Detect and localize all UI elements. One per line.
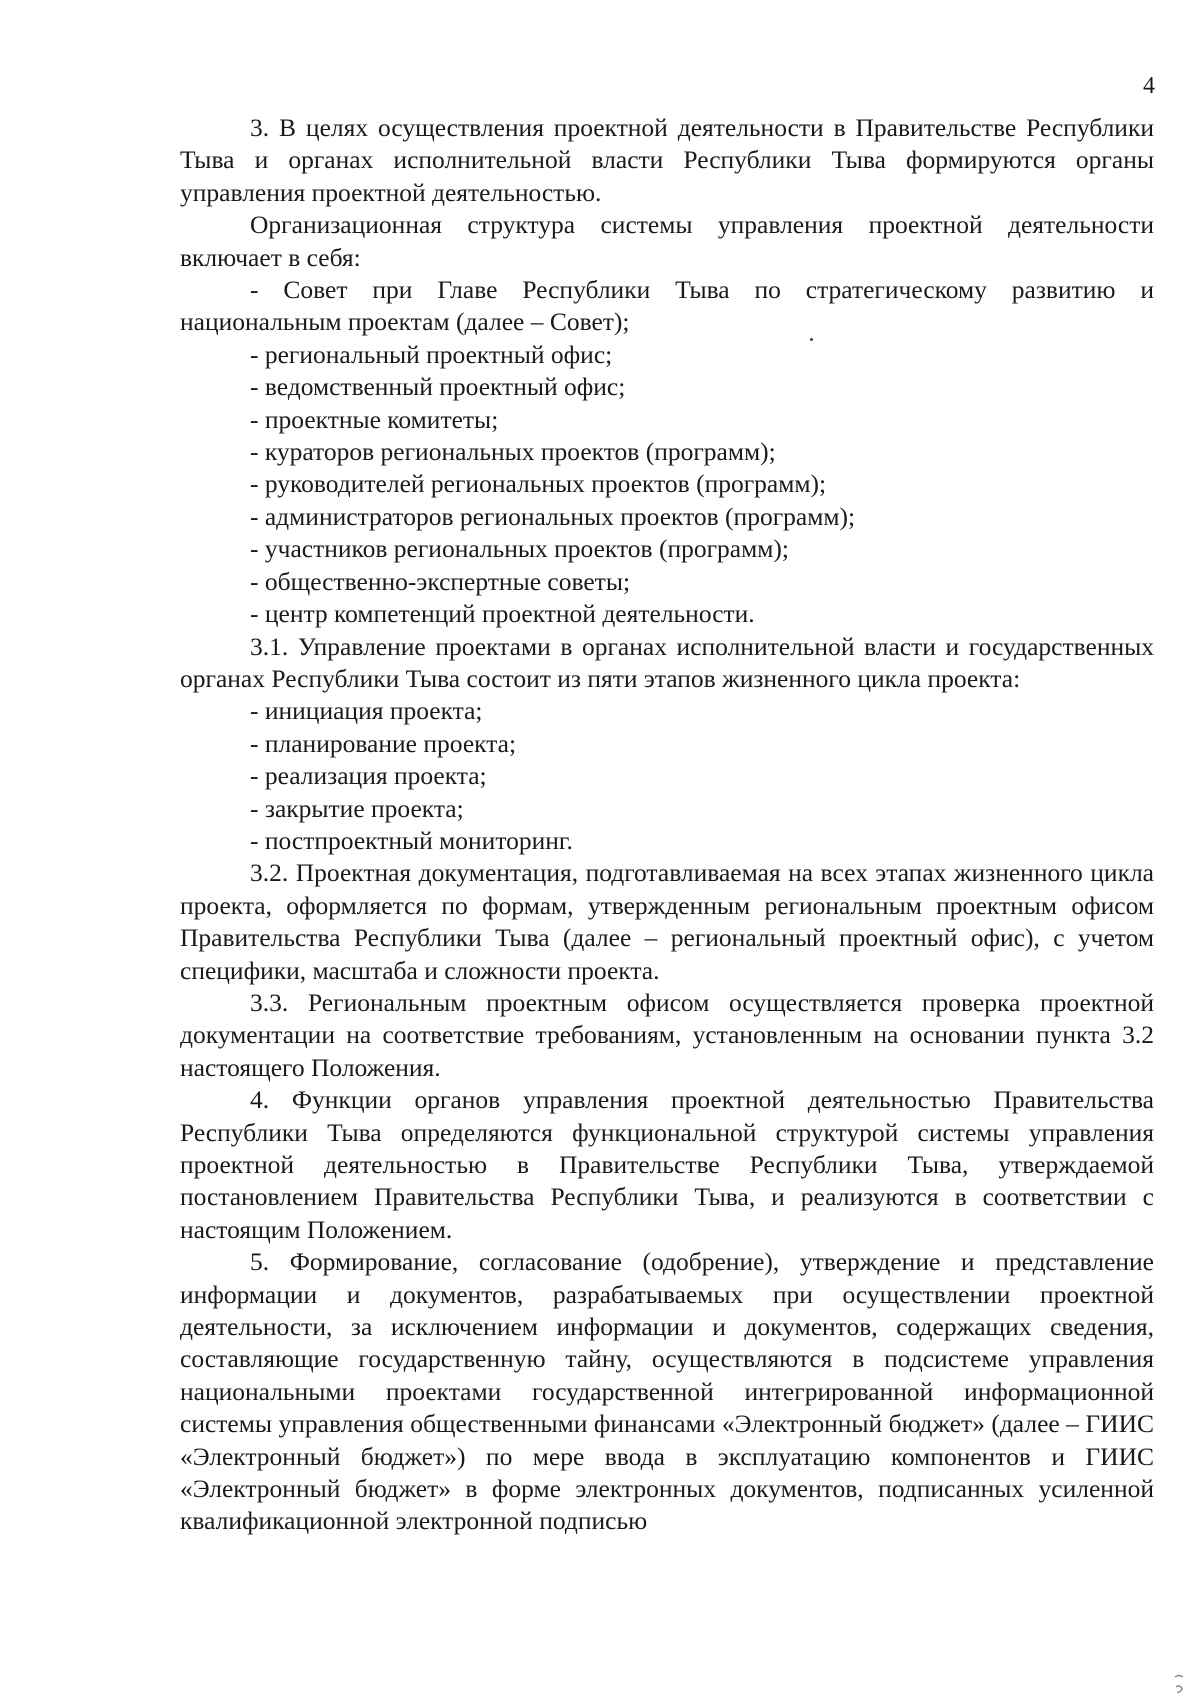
- document-body: [180, 112, 1154, 1538]
- paragraph-3-1: 3.1. Управление проектами в органах исполнительной власти и государственных органах Республики Тыва состоит из пяти этапов жизненного цикла проекта:: [180, 631, 1154, 693]
- paragraph-3-3: 3.3. Региональным проектным офисом осуществляется проверка проектной документации на соответствие требованиям, установленным на основании пункта 3.2 настоящего Положения.: [180, 987, 1154, 1082]
- list-item: - администраторов региональных проектов (программ);: [250, 501, 856, 531]
- list-item: - реализация проекта;: [250, 761, 487, 791]
- list-item: - инициация проекта;: [250, 696, 483, 726]
- list-item: - проектные комитеты;: [250, 404, 499, 434]
- paragraph-structure-intro: Организационная структура системы управления проектной деятельности включает в себя:: [180, 210, 1154, 272]
- list-item: - ведомственный проектный офис;: [250, 372, 626, 402]
- page-number: 4: [1143, 73, 1155, 99]
- list-item: - планирование проекта;: [250, 728, 517, 758]
- list-item: - закрытие проекта;: [250, 793, 464, 823]
- paragraph-4: 4. Функции органов управления проектной деятельностью Правительства Республики Тыва определяются функциональной структурой системы управления проектной деятельностью в Правительстве Республики Тыва, утверждаемой постановлением Правительства Республики Тыва, и реализуются в соответствии с настоящим Положением.: [180, 1085, 1154, 1244]
- paragraph-5: 5. Формирование, согласование (одобрение), утверждение и представление информации и документов, разрабатываемых при осуществлении проектной деятельности, за исключением информации и документов, содержащих сведения, составляющие государственную тайну, осуществляются в подсистеме управления национальными проектами государственной интегрированной информационной системы управления общественными финансами «Электронный бюджет» (далее – ГИИС «Электронный бюджет») по мере ввода в эксплуатацию компонентов и ГИИС «Электронный бюджет» в форме электронных документов, подписанных усиленной квалификационной электронной подписью: [180, 1247, 1154, 1536]
- list-item: - общественно-экспертные советы;: [250, 566, 631, 596]
- list-item: - постпроектный мониторинг.: [250, 825, 573, 855]
- list-item: - руководителей региональных проектов (программ);: [250, 469, 827, 499]
- paragraph-3-2: 3.2. Проектная документация, подготавливаемая на всех этапах жизненного цикла проекта, оформляется по формам, утвержденным региональным проектным офисом Правительства Республики Тыва (далее – региональный проектный офис), с учетом специфики, масштаба и сложности проекта.: [180, 858, 1154, 985]
- scan-edge-marks: [1172, 1671, 1186, 1697]
- list-item: - региональный проектный офис;: [250, 339, 613, 369]
- paragraph-3: 3. В целях осуществления проектной деятельности в Правительстве Республики Тыва и органах исполнительной власти Республики Тыва формируются органы управления проектной деятельностью.: [180, 113, 1154, 207]
- list-item: - Совет при Главе Республики Тыва по стратегическому развитию и национальным проектам (далее – Совет);: [180, 275, 1154, 337]
- list-item: - кураторов региональных проектов (программ);: [250, 437, 776, 467]
- list-item: - участников региональных проектов (программ);: [250, 534, 789, 564]
- list-item: - центр компетенций проектной деятельности.: [250, 599, 755, 629]
